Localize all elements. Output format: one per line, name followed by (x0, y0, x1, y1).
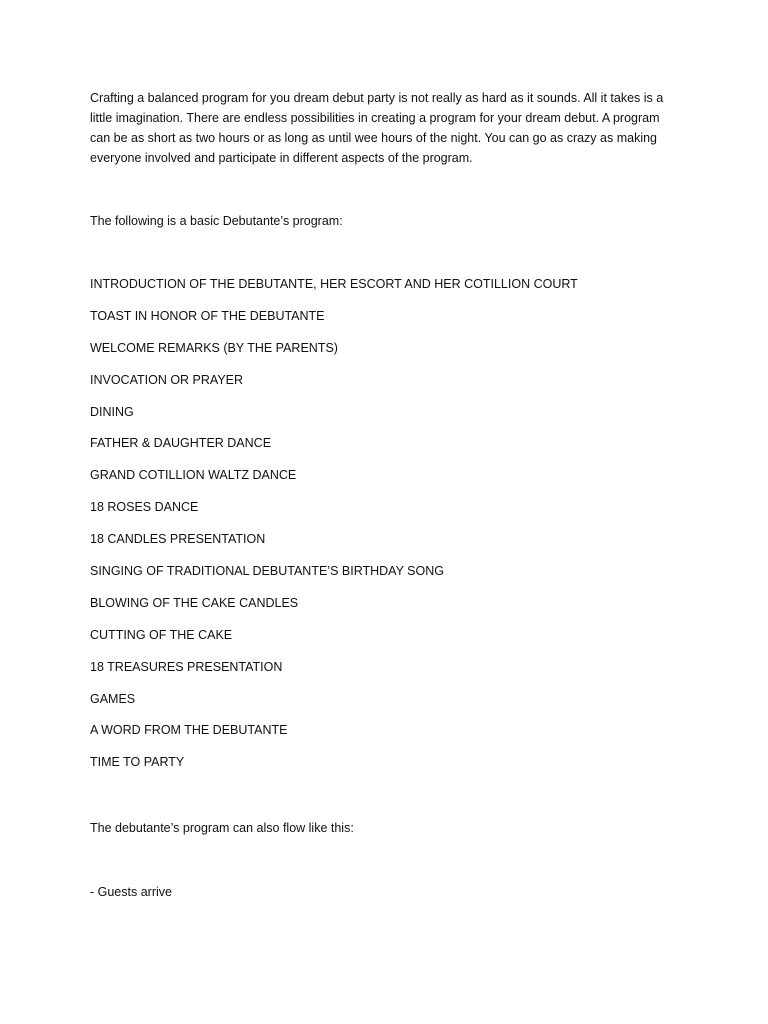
program-item: DINING (90, 404, 134, 419)
program-item: SINGING OF TRADITIONAL DEBUTANTE’S BIRTHDAY SONG (90, 564, 444, 579)
program-item: INTRODUCTION OF THE DEBUTANTE, HER ESCORT AND HER COTILLION COURT (90, 277, 578, 291)
intro-paragraph (90, 88, 690, 168)
intro-line: little imagination. There are endless possibilities in creating a program for your dream debut. A program (90, 111, 660, 125)
program-item: GRAND COTILLION WALTZ DANCE (90, 468, 297, 483)
program-item: 18 TREASURES PRESENTATION (90, 659, 283, 674)
program-item: TOAST IN HONOR OF THE DEBUTANTE (90, 308, 325, 323)
basic-program-heading: The following is a basic Debutante’s program: (90, 214, 343, 228)
program-item: A WORD FROM THE DEBUTANTE (90, 723, 288, 738)
program-list (90, 276, 578, 786)
program-item: WELCOME REMARKS (BY THE PARENTS) (90, 340, 338, 355)
intro-line: everyone involved and participate in different aspects of the program. (90, 151, 473, 165)
program-item: BLOWING OF THE CAKE CANDLES (90, 595, 299, 610)
program-item: CUTTING OF THE CAKE (90, 627, 233, 642)
program-item: INVOCATION OR PRAYER (90, 372, 244, 387)
program-item: GAMES (90, 691, 136, 706)
intro-line: Crafting a balanced program for you dream debut party is not really as hard as it sounds. All it takes is a (90, 91, 664, 105)
program-item: FATHER & DAUGHTER DANCE (90, 436, 272, 451)
program-item: 18 ROSES DANCE (90, 500, 199, 515)
intro-line: can be as short as two hours or as long as until wee hours of the night. You can go as crazy as making (90, 131, 657, 145)
flow-item: - Guests arrive (90, 885, 172, 899)
program-item: TIME TO PARTY (90, 755, 185, 770)
program-item: 18 CANDLES PRESENTATION (90, 532, 266, 547)
alternate-flow-heading: The debutante’s program can also flow like this: (90, 821, 354, 835)
